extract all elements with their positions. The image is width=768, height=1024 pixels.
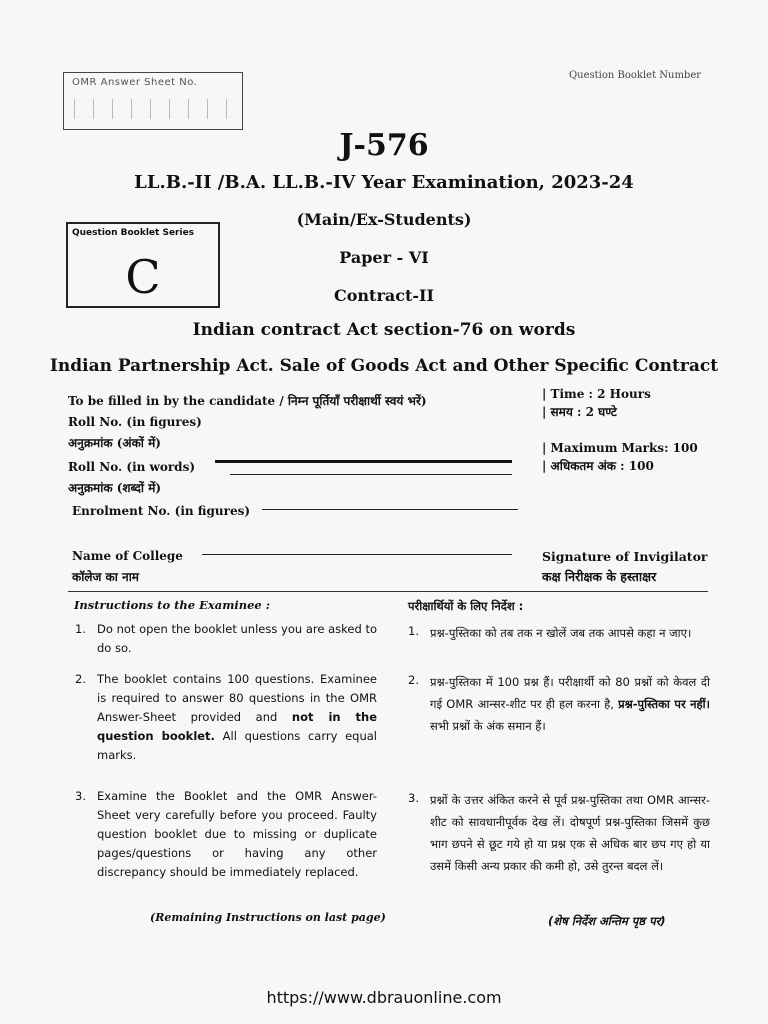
num-2-hi: 2.: [408, 673, 419, 687]
instruction-en-2: The booklet contains 100 questions. Examinee is required to answer 80 questions in the OMR Answer-Sheet provided and not in the question booklet. All questions carry equal marks.: [97, 672, 378, 762]
paper-code: J-576: [339, 128, 429, 163]
instruction-hi-3: प्रश्नों के उत्तर अंकित करने से पूर्व प्रश्न-पुस्तिका तथा OMR आन्सर-शीट को सावधानीपूर्वक देख लें। दोषपूर्ण प्रश्न-पुस्तिका जिसमें कुछ भाग छपने से छूट गये हो या प्रश्न एक से अधिक बार छप गए हो या उसमें किसी अन्य प्रकार की कमी हो, उसे तुरन्त बदल लें।: [430, 793, 710, 873]
num-3-hi: 3.: [408, 791, 419, 805]
enrolment-line[interactable]: [262, 509, 518, 510]
omr-label: OMR Answer Sheet No.: [72, 77, 198, 88]
college-line[interactable]: [202, 554, 512, 555]
paper-number: Paper - VI: [339, 248, 429, 267]
college-label-hindi: कॉलेज का नाम: [72, 570, 139, 584]
instructions-heading-en: Instructions to the Examinee :: [74, 598, 270, 612]
topic-line-2: Indian Partnership Act. Sale of Goods Act and Other Specific Contract: [49, 356, 719, 376]
invigilator-label: Signature of Invigilator: [542, 549, 708, 564]
fill-note: To be filled in by the candidate / निम्न पूर्तियाँ परीक्षार्थी स्वयं भरें): [68, 394, 427, 408]
question-booklet-series-box: [66, 222, 220, 308]
roll-words-label-hindi: अनुक्रमांक (शब्दों में): [68, 481, 162, 495]
num-1-hi: 1.: [408, 624, 419, 638]
instruction-en-1: Do not open the booklet unless you are asked to do so.: [97, 622, 377, 655]
instruction-en-3: Examine the Booklet and the OMR Answer-Sheet very carefully before you proceed. Faulty question booklet due to missing or duplicate pages/questions or having any other discrepancy should be immediately replaced.: [97, 789, 377, 879]
remaining-instructions-hi: (शेष निर्देश अन्तिम पृष्ठ पर): [548, 914, 666, 928]
instructions-hi: [408, 622, 710, 922]
student-category: (Main/Ex-Students): [296, 210, 472, 229]
instruction-hi-1: प्रश्न-पुस्तिका को तब तक न खोलें जब तक आपसे कहा न जाए।: [430, 626, 692, 640]
roll-words-label: Roll No. (in words): [68, 460, 196, 474]
subject: Contract-II: [334, 286, 434, 305]
omr-number-cells: [74, 99, 227, 119]
topic-line-1: Indian contract Act section-76 on words: [192, 320, 576, 340]
time-hi: | समय : 2 घण्टे: [542, 405, 617, 419]
num-1: 1.: [75, 622, 86, 636]
roll-figures-label: Roll No. (in figures): [68, 415, 202, 429]
instructions-heading-hi: परीक्षार्थियों के लिए निर्देश :: [408, 599, 524, 613]
roll-figures-line[interactable]: [215, 460, 512, 463]
enrolment-label: Enrolment No. (in figures): [72, 504, 251, 518]
roll-figures-label-hindi: अनुक्रमांक (अंकों में): [68, 436, 161, 450]
num-2: 2.: [75, 672, 86, 686]
booklet-number-label: Question Booklet Number: [568, 70, 702, 81]
footer-url[interactable]: https://www.dbrauonline.com: [266, 988, 502, 1007]
exam-meta: [542, 385, 698, 475]
marks-hi: | अधिकतम अंक : 100: [542, 459, 654, 473]
time-en: | Time : 2 Hours: [542, 387, 651, 401]
roll-words-line[interactable]: [230, 474, 512, 475]
invigilator-label-hindi: कक्ष निरीक्षक के हस्ताक्षर: [542, 569, 657, 584]
remaining-instructions-en: (Remaining Instructions on last page): [150, 911, 386, 924]
series-label: Question Booklet Series: [72, 228, 195, 238]
instruction-hi-2: प्रश्न-पुस्तिका में 100 प्रश्न हैं। परीक्षार्थी को 80 प्रश्नों को केवल दी गई OMR आन्सर-शीट पर ही हल करना है, प्रश्न-पुस्तिका पर नहीं। सभी प्रश्नों के अंक समान हैं।: [430, 675, 711, 733]
marks-en: | Maximum Marks: 100: [542, 441, 698, 455]
omr-answer-sheet-box: [63, 72, 243, 130]
college-label: Name of College: [72, 549, 183, 563]
exam-title: LL.B.-II /B.A. LL.B.-IV Year Examination, 2023-24: [134, 172, 634, 193]
series-letter: C: [125, 250, 161, 304]
instructions-en: [75, 620, 377, 920]
num-3: 3.: [75, 789, 86, 803]
section-divider: [68, 591, 708, 592]
